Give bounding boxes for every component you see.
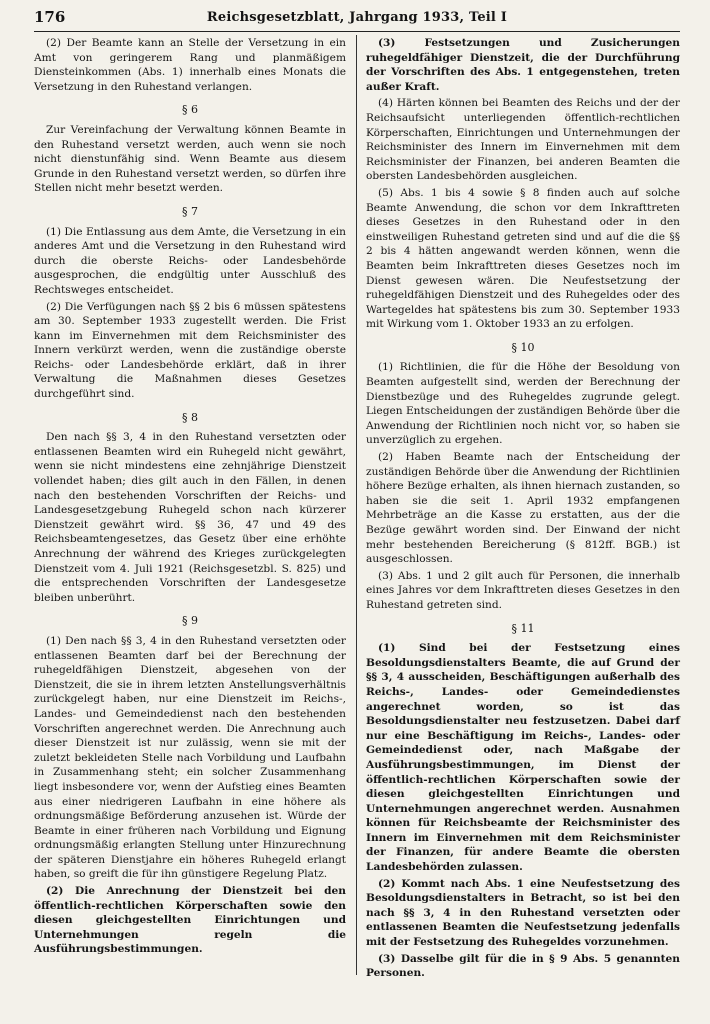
paragraph-s9-4: (4) Härten können bei Beamten des Reichs und der der Reichsaufsicht unterliegenden öffentlich-rechtlichen Körperschaften, Einrichtungen und Unternehmungen der Reichsminister des Innern im Einvernehmen mit dem Reichsminister der Finanzen, bei anderen Beamten die obersten Landesbehörden ausgleichen. xyxy=(366,97,680,183)
paragraph-s10-1: (1) Richtlinien, die für die Höhe der Besoldung von Beamten aufgestellt sind, werden der Berechnung der Dienstbezüge und des Ruhegeldes zugrunde gelegt. Liegen Entscheidungen der zuständigen Behörde über die Anwendung der Richtlinien noch nicht vor, so haben sie unverzüglich zu ergehen. xyxy=(366,361,680,447)
paragraph-s10-2: (2) Haben Beamte nach der Entscheidung der zuständigen Behörde über die Anwendung der Richtlinien höhere Bezüge erhalten, als ihnen hiernach zustanden, so haben sie die seit 1. April 1932 empfangenen Mehrbeträge an die Kasse zu erstatten, aus der die Bezüge gewährt worden sind. Der Einwand der nicht mehr bestehenden Bereicherung (§ 812ff. BGB.) ist ausgeschlossen. xyxy=(366,451,680,566)
paragraph-s11-2: (2) Kommt nach Abs. 1 eine Neufestsetzung des Besoldungsdienstalters in Betracht, so ist bei den nach §§ 3, 4 in den Ruhestand versetzten oder entlassenen Beamten die Neufestsetzung jedenfalls mit der Festsetzung des Ruhegeldes vorzunehmen. xyxy=(366,877,680,949)
section-heading-6: § 6 xyxy=(182,103,198,117)
paragraph-s9-3: (3) Festsetzungen und Zusicherungen ruhegeldfähiger Dienstzeit, die der Durchführung der Vorschriften des Abs. 1 entgegenstehen, treten außer Kraft. xyxy=(366,37,680,93)
page-number: 176 xyxy=(34,8,66,26)
running-title: Reichsgesetzblatt, Jahrgang 1933, Teil I xyxy=(206,10,508,25)
paragraph-s7-1: (1) Die Entlassung aus dem Amte, die Versetzung in ein anderes Amt und die Versetzung in den Ruhestand wird durch die oberste Reichs- oder Landesbehörde ausgesprochen, die endgültig unter Ausschluß des Rechtsweges entscheidet. xyxy=(34,225,346,296)
paragraph-s9-5: (5) Abs. 1 bis 4 sowie § 8 finden auch auf solche Beamte Anwendung, die schon vor dem Inkrafttreten dieses Gesetzes in den Ruhestand oder in den einstweiligen Ruhestand getreten sind und auf die die §§ 2 bis 4 hätten angewandt werden können, wenn die Beamten beim Inkrafttreten dieses Gesetzes noch im Dienst gewesen wären. Die Neufestsetzung der ruhegeldfähigen Dienstzeit und des Ruhegeldes oder des Wartegeldes hat spätestens bis zum 30. September 1933 mit Wirkung vom 1. Oktober 1933 an zu erfolgen. xyxy=(366,186,680,331)
header-rule xyxy=(34,31,680,32)
paragraph-s9-2: (2) Die Anrechnung der Dienstzeit bei den öffentlich-rechtlichen Körperschaften sowie den diesen gleichgestellten Einrichtungen und Unternehmungen regeln die Ausführungsbestimmungen. xyxy=(34,885,346,956)
paragraph-s7-2: (2) Die Verfügungen nach §§ 2 bis 6 müssen spätestens am 30. September 1933 zugestellt werden. Die Frist kann im Einvernehmen mit dem Reichsminister des Innern verkürzt werden, wenn die zuständige oberste Reichs- oder Landesbehörde erklärt, daß in ihrer Verwaltung die Maßnahmen dieses Gesetzes durchgeführt sind. xyxy=(34,300,346,401)
section-heading-9: § 9 xyxy=(182,614,198,628)
paragraph-s6-1: Zur Vereinfachung der Verwaltung können Beamte in den Ruhestand versetzt werden, auch wenn sie noch nicht dienstunfähig sind. Wenn Beamte aus diesem Grunde in den Ruhestand versetzt werden, so dürfen ihre Stellen nicht mehr besetzt werden. xyxy=(34,123,346,195)
paragraph-s11-1: (1) Sind bei der Festsetzung eines Besoldungsdienstalters Beamte, die auf Grund der §§ 3, 4 ausscheiden, Beschäftigungen außerhalb des Reichs-, Landes- oder Gemeindedienstes angerechnet worden, so ist das Besoldungsdienstalter neu festzusetzen. Dabei darf nur eine Beschäftigung im Reichs-, Landes- oder Gemeindedienst oder, nach Maßgabe der Ausführungsbestimmungen, im Dienst der öffentlich-rechtlichen Körperschaften sowie der diesen gleichgestellten Einrichtungen und Unternehmungen angerechnet werden. Ausnahmen können für Reichsbeamte der Reichsminister des Innern im Einvernehmen mit dem Reichsminister der Finanzen, für andere Beamte die obersten Landesbehörden zulassen. xyxy=(366,642,680,874)
paragraph-s9-1: (1) Den nach §§ 3, 4 in den Ruhestand versetzten oder entlassenen Beamten darf bei der Berechnung der ruhegeldfähigen Dienstzeit, abgesehen von der Dienstzeit, die sie in ihrem letzten Anstellungsverhältnis zurückgelegt haben, nur eine Dienstzeit im Reichs-, Landes- und Gemeindedienst nach den bestehenden Vorschriften angerechnet werden. Die Anrechnung auch dieser Dienstzeit ist nur zulässig, wenn sie mit der zuletzt bekleideten Stelle nach Vorbildung und Laufbahn in Zusammenhang steht; ein solcher Zusammenhang liegt insbesondere vor, wenn der Aufstieg eines Beamten aus einer niedrigeren Laufbahn in eine höhere als ordnungsmäßige Beförderung anzusehen ist. Würde der Beamte in einer früheren nach Vorbildung und Eignung ordnungsmäßig erlangten Stellung unter Hinzurechnung der späteren Dienstjahre ein höheres Ruhegeld erlangt haben, so greift die für ihn günstigere Regelung Platz. xyxy=(34,634,346,881)
section-heading-8: § 8 xyxy=(182,410,198,424)
column-divider xyxy=(356,35,357,975)
section-heading-11: § 11 xyxy=(511,621,535,635)
paragraph-s5-2: (2) Der Beamte kann an Stelle der Versetzung in ein Amt von geringerem Rang und planmäßigem Diensteinkommen (Abs. 1) innerhalb eines Monats die Versetzung in den Ruhestand verlangen. xyxy=(34,37,346,93)
left-column xyxy=(34,36,346,959)
section-heading-7: § 7 xyxy=(182,204,198,218)
right-column xyxy=(366,36,680,983)
paragraph-s8-1: Den nach §§ 3, 4 in den Ruhestand versetzten oder entlassenen Beamten wird ein Ruhegeld nicht gewährt, wenn sie nicht mindestens eine zehnjährige Dienstzeit vollendet haben; dies gilt auch in den Fällen, in denen nach den bestehenden Vorschriften der Reichs- und Landesgesetzgebung Ruhegeld schon nach kürzerer Dienstzeit gewährt wird. §§ 36, 47 und 49 des Reichsbeamtengesetzes, das Gesetz über eine erhöhte Anrechnung der während des Krieges zurückgelegten Dienstzeit vom 4. Juli 1921 (Reichsgesetzbl. S. 825) und die entsprechenden Vorschriften der Landesgesetze bleiben unberührt. xyxy=(34,431,346,604)
paragraph-s11-3: (3) Dasselbe gilt für die in § 9 Abs. 5 genannten Personen. xyxy=(366,952,680,980)
paragraph-s10-3: (3) Abs. 1 und 2 gilt auch für Personen, die innerhalb eines Jahres vor dem Inkrafttreten dieses Gesetzes in den Ruhestand getreten sind. xyxy=(366,569,680,611)
page-header xyxy=(34,6,680,32)
section-heading-10: § 10 xyxy=(511,340,535,354)
